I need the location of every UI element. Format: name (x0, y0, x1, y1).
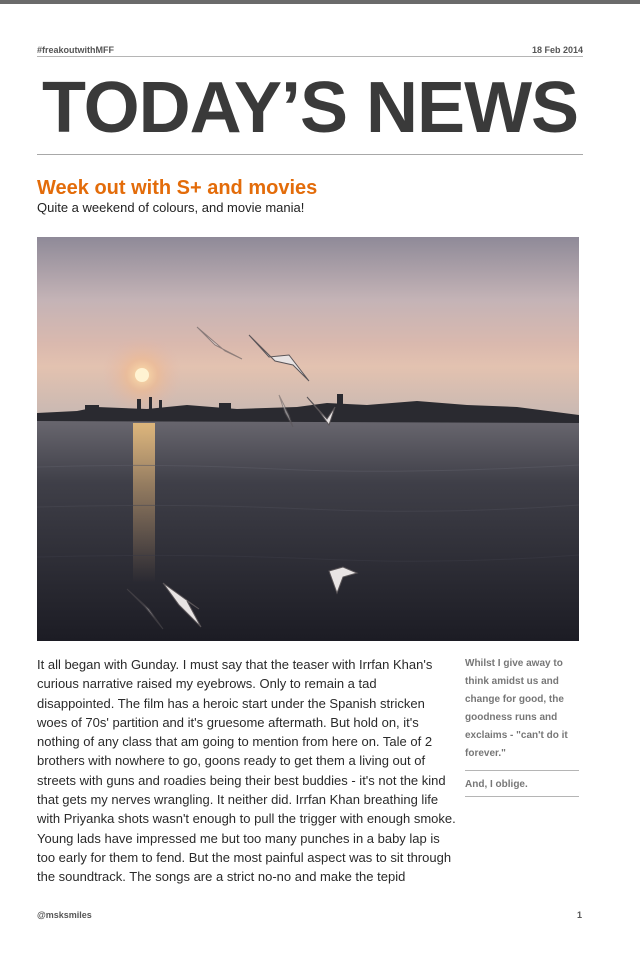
article-body: It all began with Gunday. I must say that the teaser with Irrfan Khan's curious narrative raised my eyebrows. Only to remain a tad disappointed. The film has a heroic start under the Spanish stricken woes of 70s' partition and it's gruesome aftermath. But hold on, it's nothing of any class that am going to mention from here on. Tale of 2 brothers with nowhere to go, goons ready to get them a living out of streets with guns and roadies being their best buddies - it's not the kind that gets my nerves wrangling. It neither did. Irrfan Khan breathing life with Priyanka shots wasn't enough to pull the trigger with enough smoke. Young lads have impressed me but too many punches in a baby lap is too early for them to fend. But the most painful aspect was to sit through the soundtrack. The songs are a strict no-no and make the tepid (37, 657, 456, 885)
article-subheadline: Quite a weekend of colours, and movie mania! (37, 200, 305, 215)
header-divider (37, 56, 583, 57)
sidebar-divider-bottom (465, 796, 579, 797)
page-number: 1 (576, 910, 582, 920)
sidebar-divider-top (465, 770, 579, 771)
sidebar-pullquote (465, 655, 579, 797)
author-handle: @msksmiles (37, 910, 92, 920)
top-bar (0, 0, 640, 4)
pullquote-text: Whilst I give away to think amidst us and change for good, the goodness runs and exclaims - "can't do it forever." (465, 658, 568, 759)
masthead-title: TODAY’S NEWS (41, 68, 579, 148)
article-headline: Week out with S+ and movies (37, 177, 318, 199)
article-photo (37, 237, 579, 641)
masthead-divider (37, 154, 583, 155)
pullquote-signoff: And, I oblige. (465, 779, 528, 790)
hashtag-label: #freakoutwithMFF (37, 45, 115, 55)
issue-date: 18 Feb 2014 (531, 45, 583, 55)
